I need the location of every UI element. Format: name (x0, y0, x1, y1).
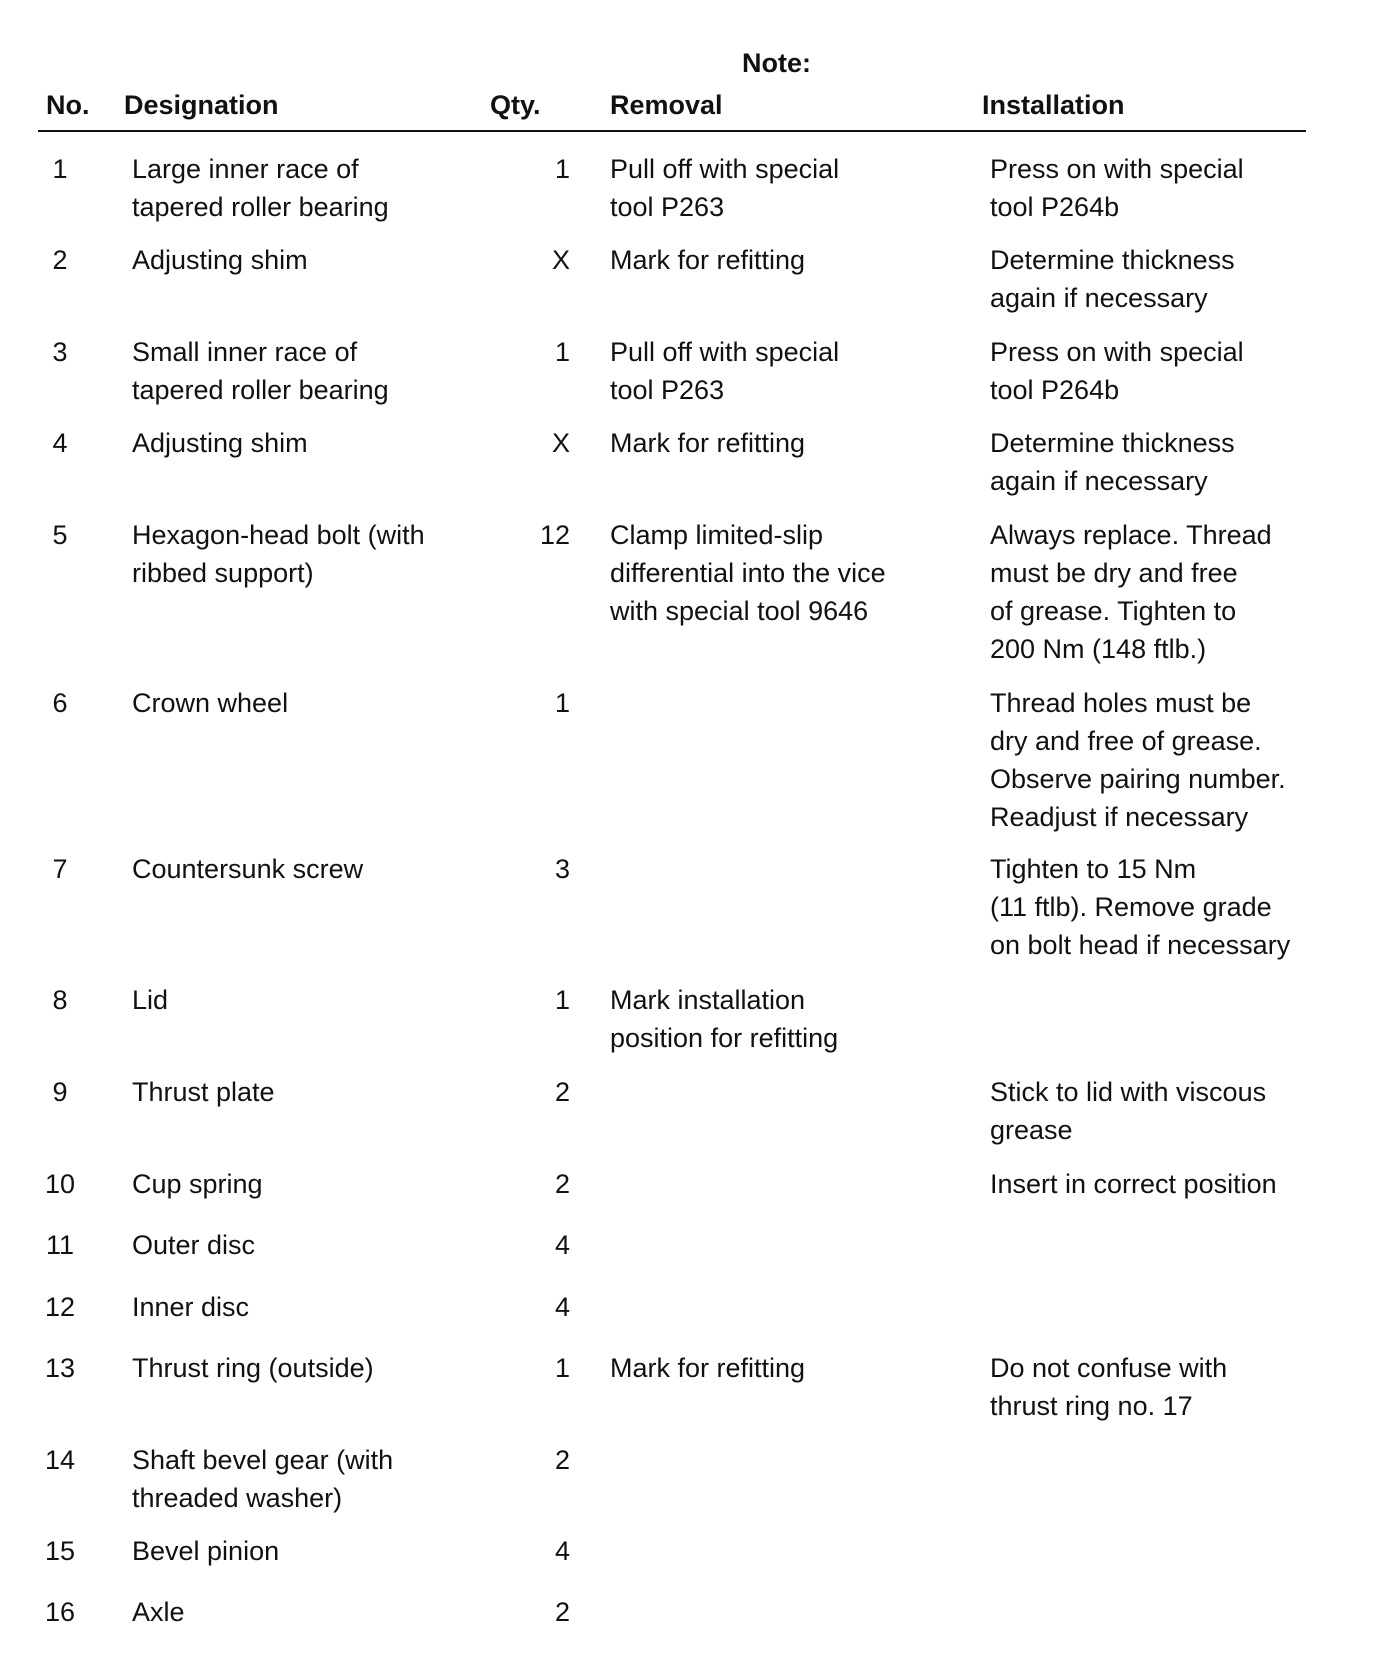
row-qty: 3 (554, 854, 570, 884)
row-qty: 1 (554, 688, 570, 718)
row-installation: Thread holes must be dry and free of grease. Observe pairing number. Readjust if necessary (990, 688, 1286, 832)
row-designation: Thrust ring (outside) (132, 1353, 374, 1383)
row-no: 16 (44, 1597, 76, 1627)
header-rule (38, 130, 1306, 132)
row-no: 14 (44, 1445, 76, 1475)
row-removal: Mark installation position for refitting (610, 985, 839, 1053)
row-installation: Tighten to 15 Nm (11 ftlb). Remove grade on bolt head if necessary (990, 854, 1291, 960)
row-qty: X (551, 428, 570, 458)
row-no: 3 (52, 337, 68, 367)
row-no: 6 (52, 688, 68, 718)
row-no: 7 (52, 854, 68, 884)
row-designation: Lid (132, 985, 169, 1015)
header-installation: Installation (982, 90, 1125, 120)
row-installation: Stick to lid with viscous grease (990, 1077, 1267, 1145)
row-designation: Outer disc (132, 1230, 256, 1260)
row-removal: Mark for refitting (610, 428, 806, 458)
row-qty: 1 (554, 337, 570, 367)
row-no: 9 (52, 1077, 68, 1107)
row-qty: X (551, 245, 570, 275)
row-designation: Large inner race of tapered roller bearing (132, 154, 389, 222)
header-no: No. (46, 90, 90, 120)
row-designation: Thrust plate (132, 1077, 275, 1107)
row-designation: Hexagon-head bolt (with ribbed support) (132, 520, 425, 588)
row-installation: Determine thickness again if necessary (990, 428, 1235, 496)
row-designation: Crown wheel (132, 688, 289, 718)
header-designation: Designation (124, 90, 279, 120)
row-no: 4 (52, 428, 68, 458)
row-qty: 1 (554, 1353, 570, 1383)
row-no: 8 (52, 985, 68, 1015)
row-installation: Press on with special tool P264b (990, 154, 1244, 222)
row-no: 12 (44, 1292, 76, 1322)
row-no: 15 (44, 1536, 76, 1566)
row-installation: Press on with special tool P264b (990, 337, 1244, 405)
row-installation: Do not confuse with thrust ring no. 17 (990, 1353, 1228, 1421)
row-qty: 4 (554, 1230, 570, 1260)
row-no: 10 (44, 1169, 76, 1199)
row-installation: Always replace. Thread must be dry and free of grease. Tighten to 200 Nm (148 ftlb.) (990, 520, 1272, 664)
row-designation: Adjusting shim (132, 245, 308, 275)
row-designation: Countersunk screw (132, 854, 364, 884)
row-designation: Cup spring (132, 1169, 263, 1199)
row-qty: 4 (554, 1536, 570, 1566)
row-qty: 4 (554, 1292, 570, 1322)
row-installation: Determine thickness again if necessary (990, 245, 1235, 313)
row-no: 11 (45, 1230, 75, 1260)
row-installation: Insert in correct position (990, 1169, 1277, 1199)
note-heading: Note: (742, 48, 811, 78)
row-qty: 1 (554, 154, 570, 184)
header-qty: Qty. (490, 90, 541, 120)
row-no: 5 (52, 520, 68, 550)
row-no: 2 (52, 245, 68, 275)
row-removal: Clamp limited-slip differential into the vice with special tool 9646 (610, 520, 886, 626)
row-designation: Inner disc (132, 1292, 250, 1322)
row-qty: 2 (554, 1077, 570, 1107)
row-removal: Pull off with special tool P263 (610, 337, 840, 405)
row-designation: Small inner race of tapered roller bearing (132, 337, 389, 405)
row-designation: Shaft bevel gear (with threaded washer) (132, 1445, 394, 1513)
row-no: 1 (52, 154, 68, 184)
row-qty: 2 (554, 1169, 570, 1199)
row-qty: 12 (539, 520, 570, 550)
row-designation: Bevel pinion (132, 1536, 280, 1566)
row-removal: Mark for refitting (610, 1353, 806, 1383)
row-qty: 1 (554, 985, 570, 1015)
row-removal: Pull off with special tool P263 (610, 154, 840, 222)
row-designation: Axle (132, 1597, 185, 1627)
row-removal: Mark for refitting (610, 245, 806, 275)
row-qty: 2 (554, 1445, 570, 1475)
row-no: 13 (44, 1353, 76, 1383)
header-removal: Removal (610, 90, 723, 120)
row-qty: 2 (554, 1597, 570, 1627)
row-designation: Adjusting shim (132, 428, 308, 458)
